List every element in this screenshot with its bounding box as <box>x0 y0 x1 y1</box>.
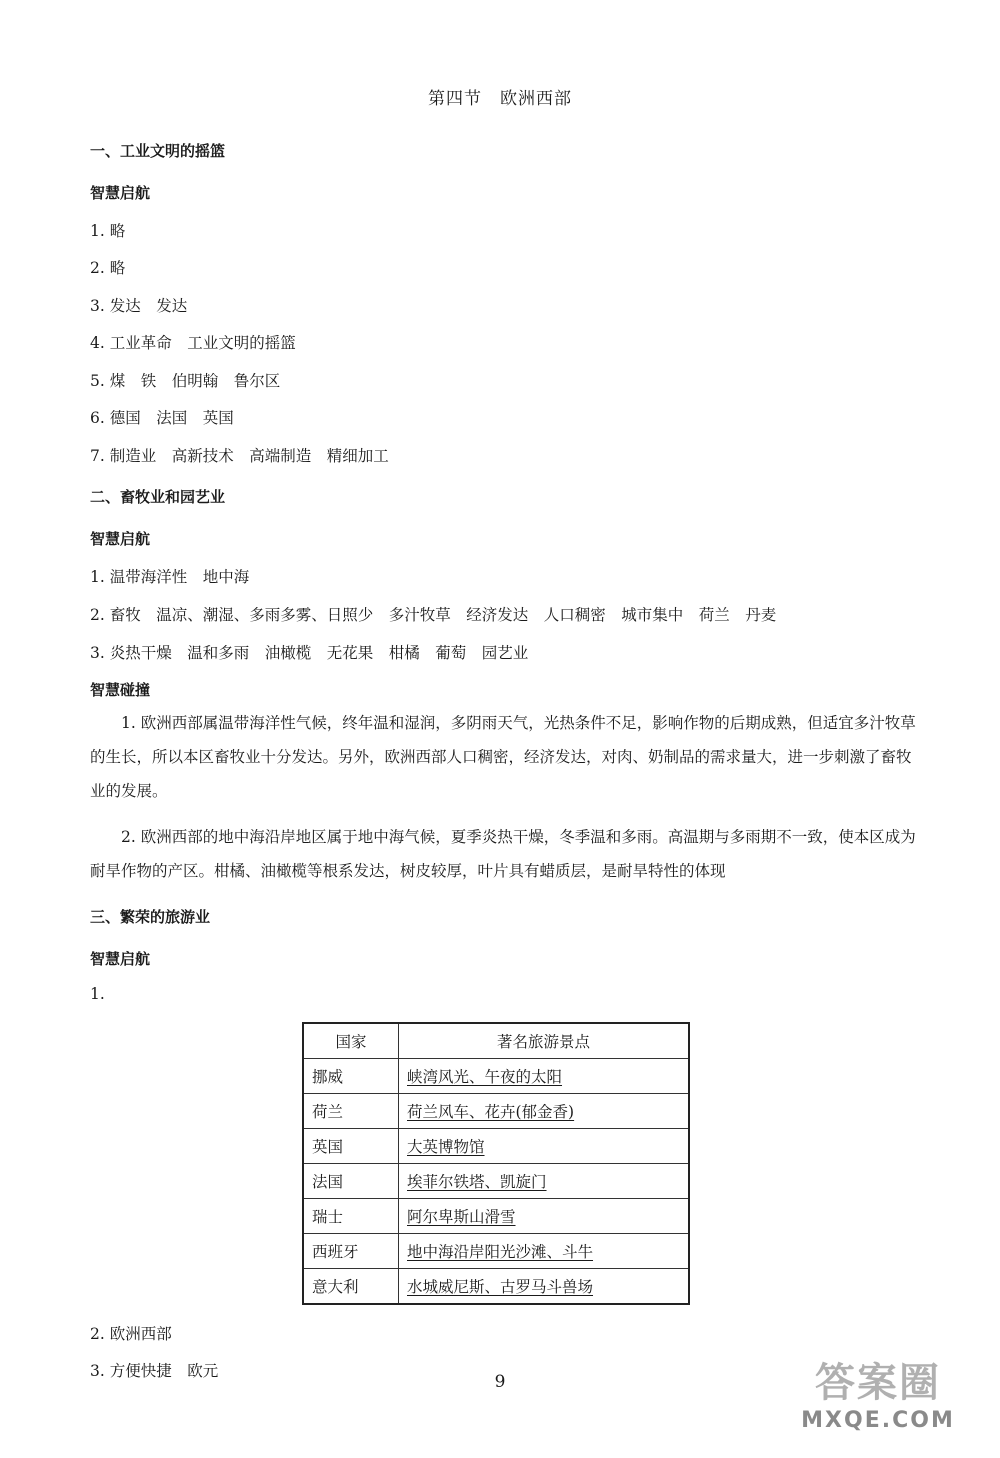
country-cell: 挪威 <box>303 1059 399 1094</box>
heading-livestock-horticulture: 二、畜牧业和园艺业 <box>90 488 226 506</box>
heading-tourism: 三、繁荣的旅游业 <box>90 908 211 926</box>
tourist-spots-table <box>302 1022 690 1305</box>
answer-line: 2. 畜牧 温凉、潮湿、多雨多雾、日照少 多汁牧草 经济发达 人口稠密 城市集中 荷兰 丹麦 <box>90 606 777 624</box>
attraction-text: 地中海沿岸阳光沙滩、斗牛 <box>407 1243 594 1261</box>
subheading-wisdom-voyage-2: 智慧启航 <box>90 530 151 548</box>
country-cell: 法国 <box>303 1164 399 1199</box>
attraction-text: 大英博物馆 <box>407 1138 485 1156</box>
paragraph-mediterranean: 2. 欧洲西部的地中海沿岸地区属于地中海气候，夏季炎热干燥，冬季温和多雨。高温期与多雨期不一致，使本区成为耐旱作物的产区。柑橘、油橄榄等根系发达，树皮较厚，叶片具有蜡质层，是耐旱特性的体现 <box>90 828 916 880</box>
subheading-wisdom-collision: 智慧碰撞 <box>90 681 151 699</box>
page-number: 9 <box>494 1372 506 1392</box>
attraction-cell <box>399 1129 690 1164</box>
watermark-url-text: MXQE.COM <box>801 1408 955 1433</box>
country-cell: 西班牙 <box>303 1234 399 1269</box>
attraction-cell <box>399 1269 690 1305</box>
subheading-wisdom-voyage-1: 智慧启航 <box>90 184 151 202</box>
answer-line: 3. 发达 发达 <box>90 297 188 315</box>
attraction-cell <box>399 1164 690 1199</box>
table-header-row <box>303 1023 689 1059</box>
country-cell: 意大利 <box>303 1269 399 1305</box>
section-title: 第四节 欧洲西部 <box>428 89 572 109</box>
attraction-text: 阿尔卑斯山滑雪 <box>407 1208 516 1226</box>
attraction-text: 荷兰风车、花卉(郁金香) <box>407 1103 575 1121</box>
attraction-cell <box>399 1094 690 1129</box>
attraction-text: 埃菲尔铁塔、凯旋门 <box>407 1173 547 1191</box>
answer-line: 7. 制造业 高新技术 高端制造 精细加工 <box>90 447 389 465</box>
answer-line: 2. 欧洲西部 <box>90 1325 172 1343</box>
answer-line: 5. 煤 铁 伯明翰 鲁尔区 <box>90 372 281 390</box>
watermark-logo-text: 答案圈 <box>815 1360 941 1406</box>
country-cell: 英国 <box>303 1129 399 1164</box>
answer-line: 1. 略 <box>90 222 126 240</box>
attraction-cell <box>399 1199 690 1234</box>
attraction-cell <box>399 1234 690 1269</box>
table-row <box>303 1234 689 1269</box>
answer-line: 3. 炎热干燥 温和多雨 油橄榄 无花果 柑橘 葡萄 园艺业 <box>90 644 529 662</box>
answer-line: 4. 工业革命 工业文明的摇篮 <box>90 334 296 352</box>
answer-line: 6. 德国 法国 英国 <box>90 409 234 427</box>
table-row <box>303 1199 689 1234</box>
answer-line: 1. 温带海洋性 地中海 <box>90 568 250 586</box>
answer-line: 3. 方便快捷 欧元 <box>90 1362 219 1380</box>
table-row <box>303 1269 689 1305</box>
table-row <box>303 1094 689 1129</box>
header-country: 国家 <box>303 1023 399 1059</box>
site-watermark <box>778 1358 978 1448</box>
heading-industrial-cradle: 一、工业文明的摇篮 <box>90 142 226 160</box>
subheading-wisdom-voyage-3: 智慧启航 <box>90 950 151 968</box>
answer-line: 1. <box>90 985 105 1003</box>
attraction-cell <box>399 1059 690 1094</box>
table-row <box>303 1129 689 1164</box>
attraction-text: 峡湾风光、午夜的太阳 <box>407 1068 563 1086</box>
answer-line: 2. 略 <box>90 259 126 277</box>
attraction-text: 水城威尼斯、古罗马斗兽场 <box>407 1278 594 1296</box>
header-attractions: 著名旅游景点 <box>399 1023 690 1059</box>
table-row <box>303 1059 689 1094</box>
table-row <box>303 1164 689 1199</box>
paragraph-livestock: 1. 欧洲西部属温带海洋性气候，终年温和湿润，多阴雨天气，光热条件不足，影响作物的后期成熟，但适宜多汁牧草的生长，所以本区畜牧业十分发达。另外，欧洲西部人口稠密，经济发达，对肉、奶制品的需求量大，进一步刺激了畜牧业的发展。 <box>90 714 916 800</box>
country-cell: 荷兰 <box>303 1094 399 1129</box>
country-cell: 瑞士 <box>303 1199 399 1234</box>
